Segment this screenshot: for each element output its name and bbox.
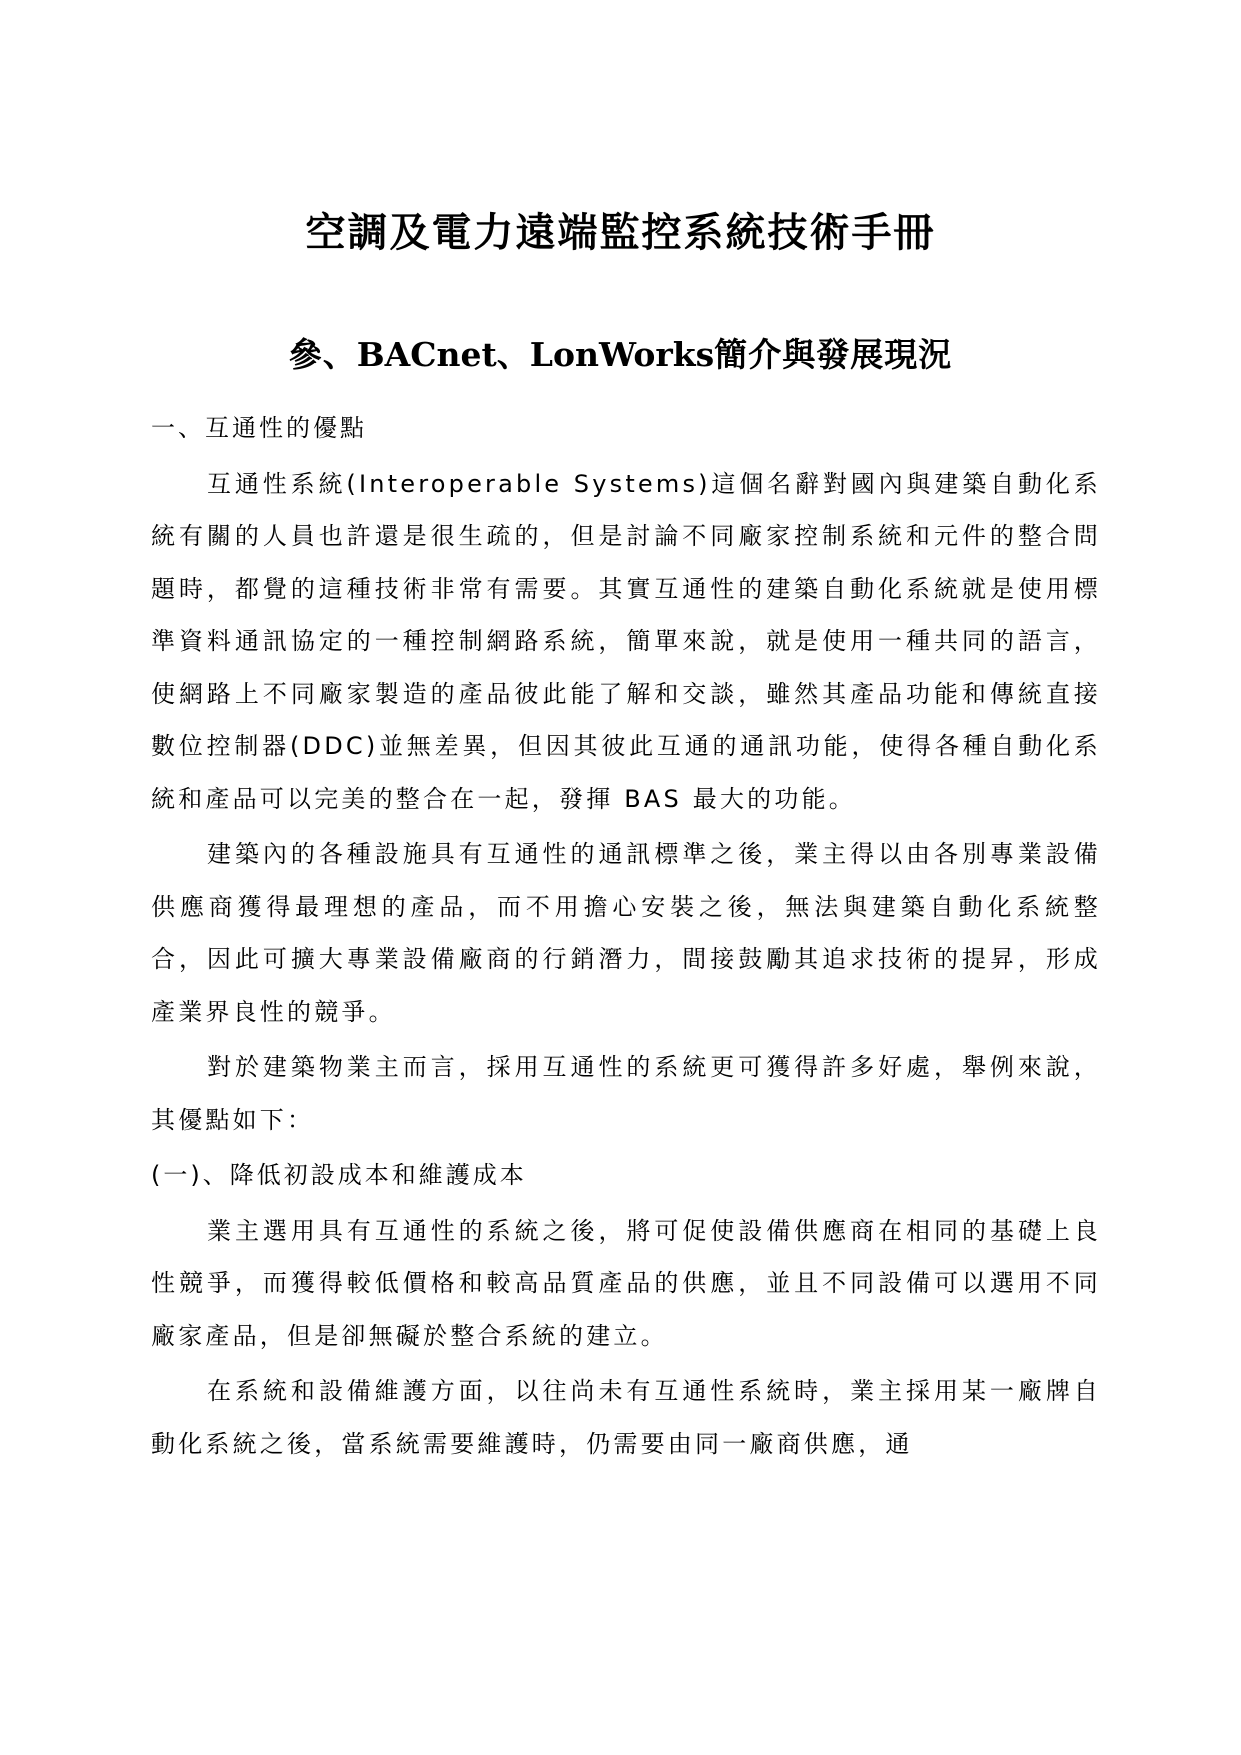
subsection-heading: (一)、降低初設成本和維護成本 xyxy=(151,1161,527,1189)
document-title: 空調及電力遠端監控系統技術手冊 xyxy=(305,210,936,256)
paragraph: 業主選用具有互通性的系統之後，將可促使設備供應商在相同的基礎上良性競爭，而獲得較低價格和較高品質產品的供應，並且不同設備可以選用不同廠家產品，但是卻無礙於整合系統的建立。 xyxy=(151,1216,1101,1350)
paragraph: 建築內的各種設施具有互通性的通訊標準之後，業主得以由各別專業設備供應商獲得最理想的產品，而不用擔心安裝之後，無法與建築自動化系統整合，因此可擴大專業設備廠商的行銷潛力，間接鼓勵其追求技術的提昇，形成產業界良性的競爭。 xyxy=(151,840,1101,1026)
chapter-title-suffix: 簡介與發展現況 xyxy=(714,335,953,374)
chapter-prefix: 參、 xyxy=(288,335,357,374)
chapter-title xyxy=(0,332,1241,378)
paragraph: 互通性系統(Interoperable Systems)這個名辭對國內與建築自動化系統有關的人員也許還是很生疏的，但是討論不同廠家控制系統和元件的整合問題時，都覺的這種技術非常有需要。其實互通性的建築自動化系統就是使用標準資料通訊協定的一種控制網路系統，簡單來說，就是使用一種共同的語言，使網路上不同廠家製造的產品彼此能了解和交談，雖然其產品功能和傳統直接數位控制器(DDC)並無差異，但因其彼此互通的通訊功能，使得各種自動化系統和產品可以完美的整合在一起，發揮 BAS 最大的功能。 xyxy=(151,469,1101,813)
section-heading: 一、互通性的優點 xyxy=(151,414,367,442)
paragraph: 對於建築物業主而言，採用互通性的系統更可獲得許多好處，舉例來說，其優點如下： xyxy=(151,1053,1101,1134)
paragraph: 在系統和設備維護方面，以往尚未有互通性系統時，業主採用某一廠牌自動化系統之後，當系統需要維護時，仍需要由同一廠商供應，通 xyxy=(151,1377,1101,1458)
chapter-latin-terms: BACnet、LonWorks xyxy=(356,335,715,374)
document-body xyxy=(151,402,1101,1470)
